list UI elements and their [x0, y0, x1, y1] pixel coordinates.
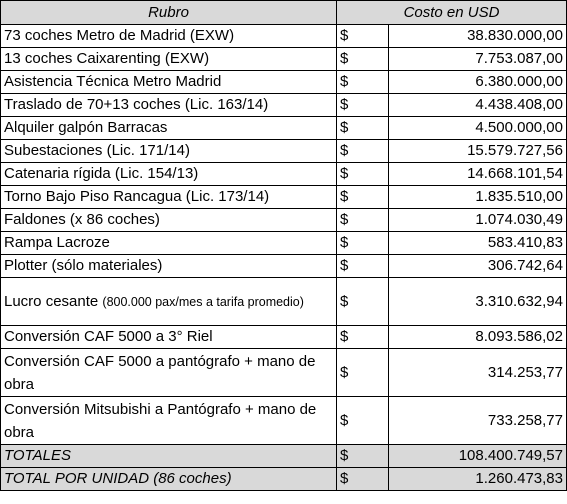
- currency-symbol: $: [337, 186, 389, 209]
- table-row: [1, 117, 567, 140]
- row-costo: 7.753.087,00: [389, 48, 567, 71]
- row-costo: 8.093.586,02: [389, 326, 567, 349]
- table-row: [1, 349, 567, 397]
- row-costo: 314.253,77: [389, 349, 567, 397]
- per-unit-label: TOTAL POR UNIDAD (86 coches): [1, 468, 337, 491]
- table-row: [1, 140, 567, 163]
- row-rubro: 73 coches Metro de Madrid (EXW): [1, 25, 337, 48]
- currency-symbol: $: [337, 397, 389, 445]
- header-costo: Costo en USD: [337, 1, 567, 25]
- currency-symbol: $: [337, 140, 389, 163]
- row-rubro: Faldones (x 86 coches): [1, 209, 337, 232]
- per-unit-row: [1, 468, 567, 491]
- row-rubro-note: (800.000 pax/mes a tarifa promedio): [102, 294, 304, 309]
- table-row: [1, 232, 567, 255]
- currency-symbol: $: [337, 326, 389, 349]
- row-rubro: [1, 278, 337, 326]
- table-row: [1, 48, 567, 71]
- totals-label: TOTALES: [1, 445, 337, 468]
- per-unit-value: 1.260.473,83: [389, 468, 567, 491]
- table-row: [1, 186, 567, 209]
- currency-symbol: $: [337, 255, 389, 278]
- row-rubro: Conversión CAF 5000 a 3° Riel: [1, 326, 337, 349]
- row-rubro: 13 coches Caixarenting (EXW): [1, 48, 337, 71]
- table-row: [1, 278, 567, 326]
- row-rubro: Traslado de 70+13 coches (Lic. 163/14): [1, 94, 337, 117]
- row-costo: 583.410,83: [389, 232, 567, 255]
- row-rubro: Asistencia Técnica Metro Madrid: [1, 71, 337, 94]
- row-rubro: Conversión Mitsubishi a Pantógrafo + mano de obra: [1, 397, 337, 445]
- row-costo: 4.438.408,00: [389, 94, 567, 117]
- table-row: [1, 71, 567, 94]
- totals-row: [1, 445, 567, 468]
- table-row: [1, 163, 567, 186]
- totals-value: 108.400.749,57: [389, 445, 567, 468]
- row-costo: 1.074.030,49: [389, 209, 567, 232]
- table-row: [1, 25, 567, 48]
- row-costo: 14.668.101,54: [389, 163, 567, 186]
- table-row: [1, 209, 567, 232]
- currency-symbol: $: [337, 445, 389, 468]
- table-row: [1, 326, 567, 349]
- row-rubro: Plotter (sólo materiales): [1, 255, 337, 278]
- row-rubro: Subestaciones (Lic. 171/14): [1, 140, 337, 163]
- row-rubro-main: Lucro cesante: [4, 292, 99, 310]
- header-rubro: Rubro: [1, 1, 337, 25]
- row-rubro: Catenaria rígida (Lic. 154/13): [1, 163, 337, 186]
- currency-symbol: $: [337, 468, 389, 491]
- currency-symbol: $: [337, 209, 389, 232]
- header-row: [1, 1, 567, 25]
- currency-symbol: $: [337, 278, 389, 326]
- currency-symbol: $: [337, 163, 389, 186]
- row-rubro: Torno Bajo Piso Rancagua (Lic. 173/14): [1, 186, 337, 209]
- currency-symbol: $: [337, 349, 389, 397]
- row-rubro: Alquiler galpón Barracas: [1, 117, 337, 140]
- row-rubro: Rampa Lacroze: [1, 232, 337, 255]
- row-costo: 306.742,64: [389, 255, 567, 278]
- currency-symbol: $: [337, 94, 389, 117]
- table-row: [1, 397, 567, 445]
- currency-symbol: $: [337, 117, 389, 140]
- row-costo: 3.310.632,94: [389, 278, 567, 326]
- row-costo: 38.830.000,00: [389, 25, 567, 48]
- row-rubro: Conversión CAF 5000 a pantógrafo + mano de obra: [1, 349, 337, 397]
- currency-symbol: $: [337, 25, 389, 48]
- row-costo: 4.500.000,00: [389, 117, 567, 140]
- row-costo: 733.258,77: [389, 397, 567, 445]
- row-costo: 1.835.510,00: [389, 186, 567, 209]
- row-costo: 15.579.727,56: [389, 140, 567, 163]
- row-costo: 6.380.000,00: [389, 71, 567, 94]
- currency-symbol: $: [337, 48, 389, 71]
- table-row: [1, 94, 567, 117]
- table-row: [1, 255, 567, 278]
- currency-symbol: $: [337, 71, 389, 94]
- currency-symbol: $: [337, 232, 389, 255]
